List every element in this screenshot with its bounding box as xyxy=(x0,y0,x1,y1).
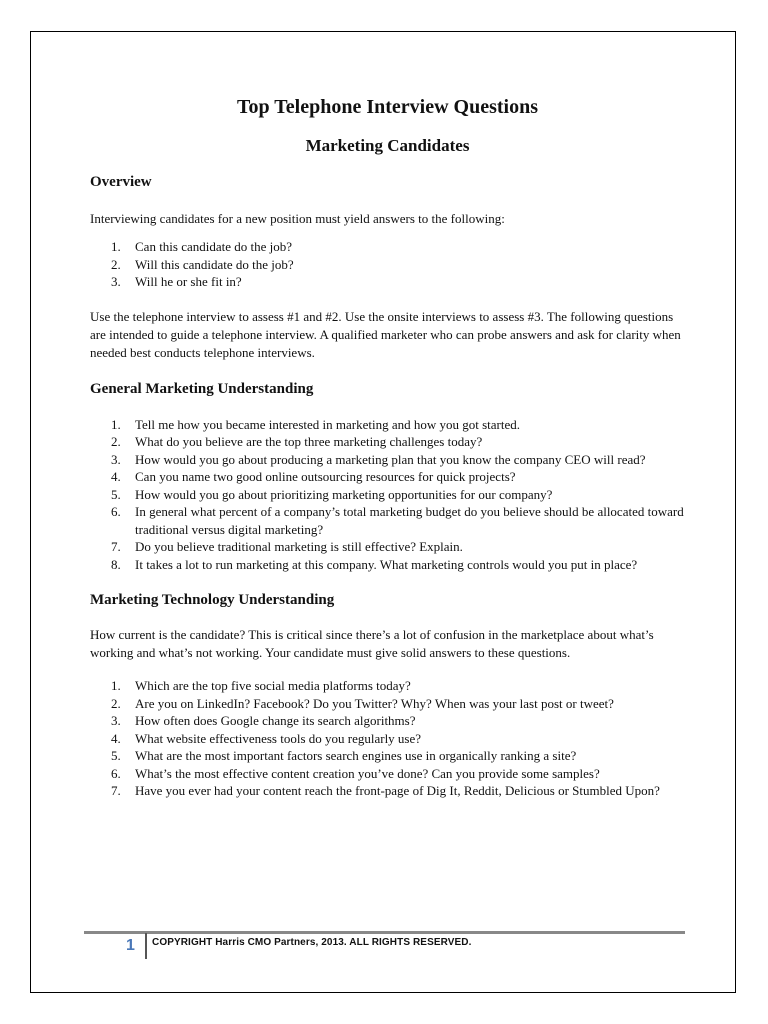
list-item xyxy=(90,468,685,486)
list-item-text: How would you go about prioritizing marketing opportunities for our company? xyxy=(135,486,553,502)
list-item-number: 4. xyxy=(111,730,121,746)
list-item-text: Will he or she fit in? xyxy=(135,274,242,289)
list-item-number: 5. xyxy=(111,748,121,763)
list-item-number: 3. xyxy=(111,274,121,289)
list-item-text: What do you believe are the top three marketing challenges today? xyxy=(135,434,483,449)
list-item-number: 6. xyxy=(111,504,121,519)
list-item xyxy=(90,677,685,695)
overview-list xyxy=(90,238,685,291)
list-item-number: 3. xyxy=(111,713,121,728)
list-item-text: Tell me how you became interested in marketing and how you got started. xyxy=(135,416,521,432)
list-item xyxy=(90,416,685,434)
list-item-text: Which are the top five social media platforms today? xyxy=(135,678,411,693)
list-item xyxy=(90,712,685,730)
list-item xyxy=(90,747,685,765)
list-item-text: It takes a lot to run marketing at this company. What marketing controls would you put in place? xyxy=(135,556,638,572)
footer-copyright: COPYRIGHT Harris CMO Partners, 2013. ALL RIGHTS RESERVED. xyxy=(152,937,472,948)
list-item-number: 1. xyxy=(111,416,121,432)
list-item-number: 7. xyxy=(111,539,121,554)
list-item-text: Will this candidate do the job? xyxy=(135,256,294,272)
list-item-text: Are you on LinkedIn? Facebook? Do you Twitter? Why? When was your last post or tweet? xyxy=(135,695,614,711)
list-item-number: 6. xyxy=(111,765,121,781)
technology-heading: Marketing Technology Understanding xyxy=(90,592,335,608)
list-item xyxy=(90,782,685,800)
overview-heading: Overview xyxy=(90,174,152,190)
list-item-number: 5. xyxy=(111,486,121,502)
list-item xyxy=(90,503,685,538)
document-subtitle: Marketing Candidates xyxy=(305,136,470,155)
list-item-number: 1. xyxy=(111,678,121,693)
list-item-number: 2. xyxy=(111,256,121,272)
page-footer xyxy=(84,929,685,963)
list-item-number: 2. xyxy=(111,695,121,711)
list-item xyxy=(90,765,685,783)
list-item-number: 4. xyxy=(111,469,121,484)
list-item xyxy=(90,238,685,256)
list-item-number: 2. xyxy=(111,434,121,449)
list-item xyxy=(90,273,685,291)
list-item xyxy=(90,695,685,713)
page-number: 1 xyxy=(126,937,135,954)
footer-divider xyxy=(145,933,147,959)
list-item xyxy=(90,433,685,451)
list-item-text: What are the most important factors search engines use in organically ranking a site? xyxy=(135,748,577,763)
list-item xyxy=(90,730,685,748)
list-item-text: How would you go about producing a marketing plan that you know the company CEO will read? xyxy=(135,451,646,467)
list-item xyxy=(90,486,685,504)
list-item-number: 8. xyxy=(111,556,121,572)
technology-paragraph: How current is the candidate? This is critical since there’s a lot of confusion in the marketplace about what’s working and what’s not working. Your candidate must give solid answers to these questions. xyxy=(90,627,654,660)
list-item-text: Have you ever had your content reach the front-page of Dig It, Reddit, Delicious or Stumbled Upon? xyxy=(135,783,660,798)
list-item xyxy=(90,538,685,556)
document-title: Top Telephone Interview Questions xyxy=(237,96,538,118)
general-list xyxy=(90,416,685,574)
list-item-number: 1. xyxy=(111,239,121,254)
list-item-text: What’s the most effective content creation you’ve done? Can you provide some samples? xyxy=(135,765,600,781)
overview-intro: Interviewing candidates for a new position must yield answers to the following: xyxy=(90,211,505,226)
list-item-text: Can this candidate do the job? xyxy=(135,239,293,254)
list-item-text: Can you name two good online outsourcing resources for quick projects? xyxy=(135,469,516,484)
document-body xyxy=(90,94,685,800)
list-item-text: In general what percent of a company’s total marketing budget do you believe should be allocated toward traditional versus digital marketing? xyxy=(135,504,684,537)
list-item-number: 3. xyxy=(111,451,121,467)
technology-list xyxy=(90,677,685,800)
footer-rule xyxy=(84,931,685,934)
list-item xyxy=(90,556,685,574)
overview-paragraph: Use the telephone interview to assess #1 and #2. Use the onsite interviews to assess #3. The following questions are intended to guide a telephone interview. A qualified marketer who can probe answers and ask for clarity when needed best conducts telephone interviews. xyxy=(90,308,681,360)
list-item-number: 7. xyxy=(111,783,121,798)
list-item-text: What website effectiveness tools do you regularly use? xyxy=(135,730,422,746)
list-item xyxy=(90,451,685,469)
list-item xyxy=(90,256,685,274)
list-item-text: Do you believe traditional marketing is still effective? Explain. xyxy=(135,539,463,554)
list-item-text: How often does Google change its search algorithms? xyxy=(135,713,416,728)
general-heading: General Marketing Understanding xyxy=(90,380,314,397)
